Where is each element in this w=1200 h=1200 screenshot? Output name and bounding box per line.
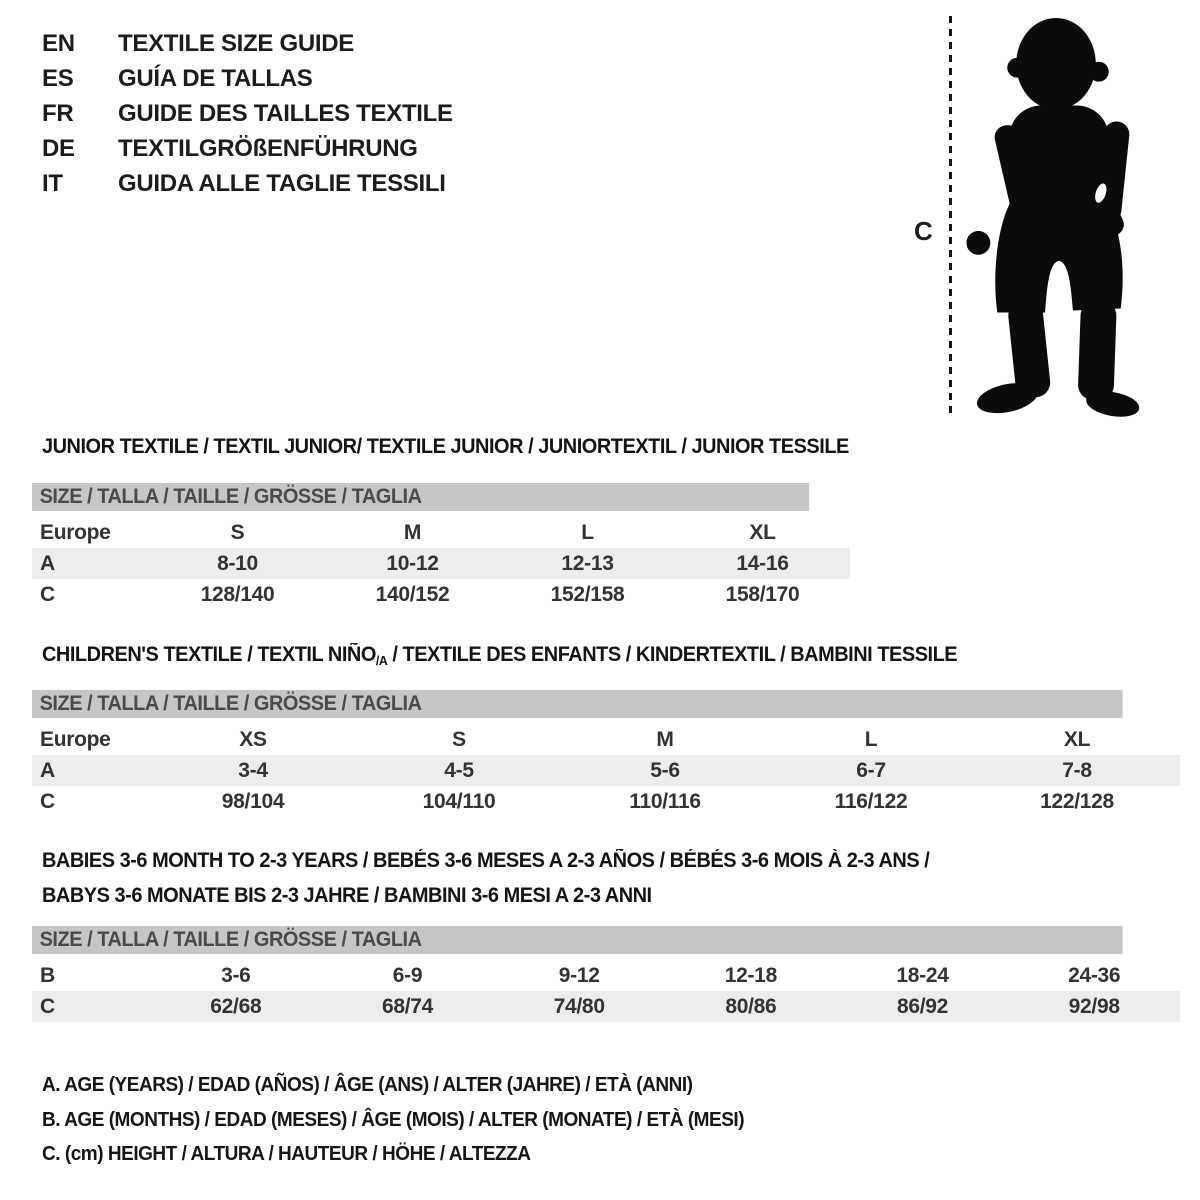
age-cell: 3-4 (238, 758, 268, 782)
table-row-height (32, 579, 850, 610)
language-title: GUÍA DE TALLAS (118, 64, 313, 92)
height-measure-label: C (914, 216, 933, 246)
height-cell: 92/98 (1068, 994, 1120, 1018)
size-cell: L (864, 727, 878, 751)
language-row-fr (42, 96, 453, 131)
height-cell: 110/116 (629, 789, 701, 813)
babies-section-title (42, 843, 976, 913)
language-row-es (42, 61, 453, 96)
junior-size-table (32, 483, 850, 610)
size-cell: S (452, 727, 466, 751)
height-cell: 104/110 (422, 789, 496, 813)
size-cell: S (230, 520, 245, 544)
height-cell: 122/128 (1040, 789, 1114, 813)
row-label: C (40, 789, 55, 813)
size-cell: M (403, 520, 422, 544)
row-label: Europe (40, 520, 111, 544)
height-cell: 158/170 (725, 582, 800, 606)
language-title-list (42, 26, 453, 201)
height-measure-dashed-line (949, 16, 952, 418)
children-title-subscript: /A (375, 653, 388, 668)
height-cell: 128/140 (200, 582, 275, 606)
age-cell: 4-5 (444, 758, 474, 782)
size-cell: XL (749, 520, 776, 544)
measurement-legend (42, 1068, 781, 1172)
children-title-main: CHILDREN'S TEXTILE / TEXTIL NIÑO (42, 643, 376, 666)
babies-title-line2: BABYS 3-6 MONATE BIS 2-3 JAHRE / BAMBINI 3-6 MESI A 2-3 ANNI (42, 884, 652, 907)
language-code: EN (42, 29, 75, 57)
age-cell: 6-9 (392, 963, 423, 987)
size-cell: XS (239, 727, 267, 751)
babies-title-line1: BABIES 3-6 MONTH TO 2-3 YEARS / BEBÉS 3-6 MESES A 2-3 AÑOS / BÉBÉS 3-6 MOIS À 2-3 ANS / (42, 849, 930, 872)
table-row-age (32, 548, 850, 579)
age-cell: 9-12 (558, 963, 600, 987)
row-label: B (40, 963, 55, 987)
age-cell: 12-13 (561, 551, 614, 575)
height-cell: 74/80 (553, 994, 605, 1018)
children-title-rest: / TEXTILE DES ENFANTS / KINDERTEXTIL / BAMBINI TESSILE (387, 643, 958, 666)
language-row-it (42, 166, 453, 201)
size-header-bar: SIZE / TALLA / TAILLE / GRÖSSE / TAGLIA (32, 690, 1123, 718)
language-code: IT (42, 169, 63, 197)
language-title: GUIDE DES TAILLES TEXTILE (118, 99, 453, 127)
table-row-europe (32, 517, 850, 548)
toddler-silhouette-icon (963, 12, 1151, 420)
language-row-en (42, 26, 453, 61)
language-code: ES (42, 64, 74, 92)
age-cell: 24-36 (1068, 963, 1121, 987)
table-row-europe (32, 724, 1180, 755)
row-label: Europe (40, 727, 111, 751)
row-label: A (40, 551, 55, 575)
legend-line-c: C. (cm) HEIGHT / ALTURA / HAUTEUR / HÖHE / ALTEZZA (42, 1143, 531, 1165)
age-cell: 12-18 (724, 963, 777, 987)
height-cell: 80/86 (725, 994, 777, 1018)
table-row-age (32, 755, 1180, 786)
junior-section-title: JUNIOR TEXTILE / TEXTIL JUNIOR/ TEXTILE JUNIOR / JUNIORTEXTIL / JUNIOR TESSILE (42, 435, 849, 458)
table-row-age-months (32, 960, 1180, 991)
age-cell: 18-24 (896, 963, 949, 987)
height-cell: 68/74 (381, 994, 434, 1018)
row-label: C (40, 582, 55, 606)
language-code: DE (42, 134, 75, 162)
size-cell: M (656, 727, 674, 751)
height-cell: 86/92 (896, 994, 949, 1018)
age-cell: 10-12 (386, 551, 439, 575)
age-cell: 5-6 (650, 758, 680, 782)
language-title: TEXTILGRÖßENFÜHRUNG (118, 134, 418, 162)
age-cell: 6-7 (856, 758, 886, 782)
row-label: A (40, 758, 55, 782)
size-cell: L (581, 520, 594, 544)
age-cell: 3-6 (221, 963, 251, 987)
row-label: C (40, 994, 55, 1018)
height-cell: 62/68 (210, 994, 262, 1018)
children-size-table (32, 690, 1180, 817)
language-title: GUIDA ALLE TAGLIE TESSILI (118, 169, 446, 197)
children-section-title (42, 643, 957, 667)
age-cell: 14-16 (736, 551, 789, 575)
size-header-bar: SIZE / TALLA / TAILLE / GRÖSSE / TAGLIA (32, 483, 809, 511)
language-row-de (42, 131, 453, 166)
babies-size-table (32, 926, 1180, 1022)
age-cell: 7-8 (1062, 758, 1092, 782)
table-row-height (32, 786, 1180, 817)
age-cell: 8-10 (217, 551, 258, 575)
language-title: TEXTILE SIZE GUIDE (118, 29, 354, 57)
height-cell: 98/104 (221, 789, 285, 813)
height-cell: 140/152 (375, 582, 450, 606)
legend-line-b: B. AGE (MONTHS) / EDAD (MESES) / ÂGE (MOIS) / ALTER (MONATE) / ETÀ (MESI) (42, 1108, 745, 1131)
table-row-height (32, 991, 1180, 1022)
height-cell: 116/122 (834, 789, 908, 813)
legend-line-a: A. AGE (YEARS) / EDAD (AÑOS) / ÂGE (ANS) / ALTER (JAHRE) / ETÀ (ANNI) (42, 1074, 693, 1096)
size-cell: XL (1063, 727, 1091, 751)
height-cell: 152/158 (550, 582, 625, 606)
language-code: FR (42, 99, 74, 127)
size-header-bar: SIZE / TALLA / TAILLE / GRÖSSE / TAGLIA (32, 926, 1123, 954)
